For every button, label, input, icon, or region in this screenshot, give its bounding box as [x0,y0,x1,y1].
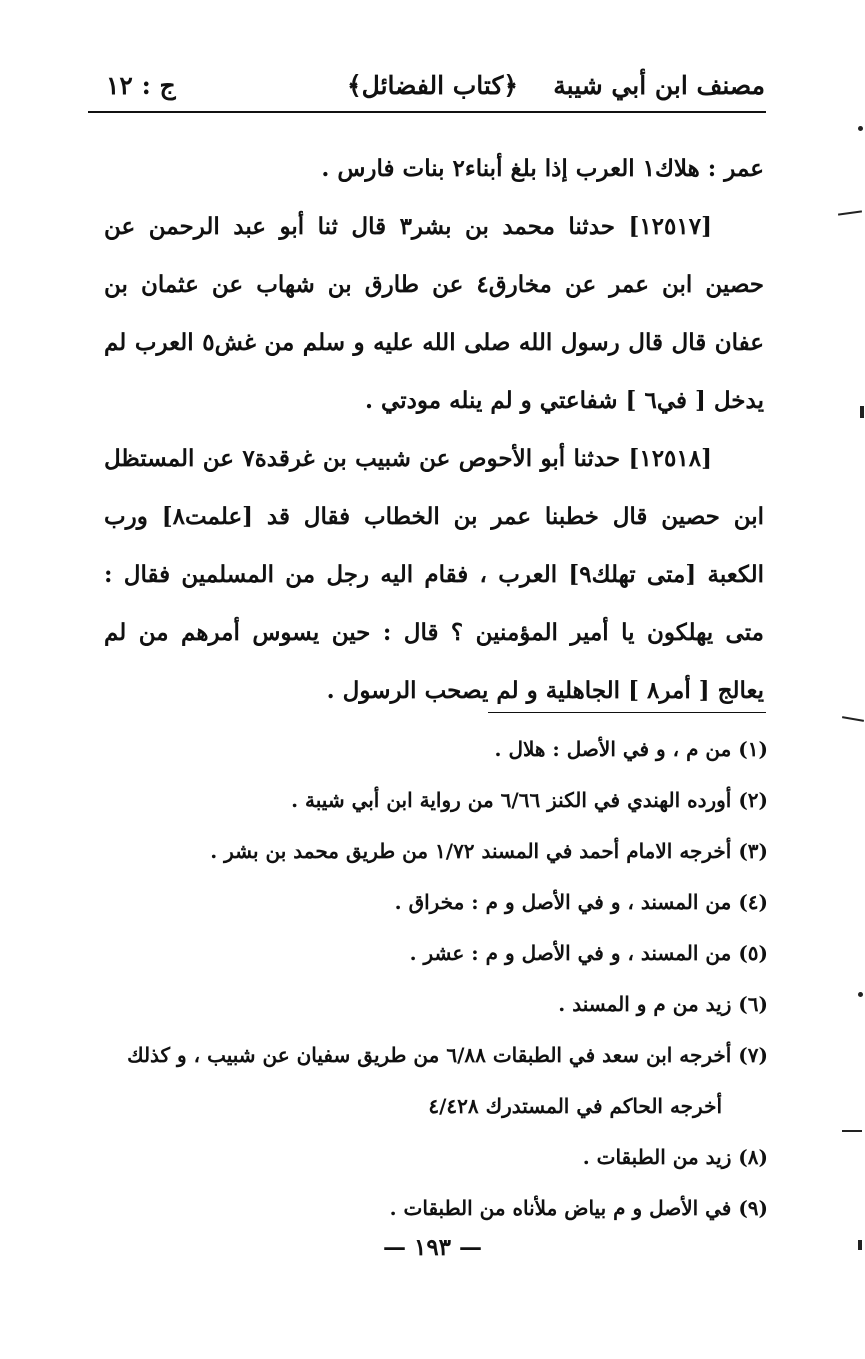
margin-speck [842,1130,862,1132]
footnote-3: (٣) أخرجه الامام أحمد في المسند ١/٧٢ من طريق محمد بن بشر . [210,839,768,863]
margin-speck [858,1240,862,1250]
book-title: مصنف ابن أبي شيبة [553,71,765,100]
margin-speck [838,210,862,215]
footnote-4: (٤) من المسند ، و في الأصل و م : مخراق . [394,890,768,914]
header-rule [88,111,766,113]
footnote-5: (٥) من المسند ، و في الأصل و م : عشر . [409,941,768,965]
running-header [100,66,765,106]
main-text [104,140,764,720]
margin-speck [858,992,863,997]
footnote-7-continuation: أخرجه الحاكم في المستدرك ٤/٤٢٨ [428,1094,722,1118]
footnote-7: (٧) أخرجه ابن سعد في الطبقات ٦/٨٨ من طريق سفيان عن شبيب ، و كذلك [127,1043,768,1067]
footnote-rule [488,712,766,713]
footnote-8: (٨) زيد من الطبقات . [582,1145,768,1169]
hadith-12517: [١٢٥١٧] حدثنا محمد بن بشر٣ قال ثنا أبو عبد الرحمن عن حصين ابن عمر عن مخارق٤ عن طارق بن شهاب عن عثمان بن عفان قال قال رسول الله صلى الله عليه و سلم من غش٥ العرب لم يدخل [ في٦ ] شفاعتي و لم ينله مودتي . [104,213,765,414]
margin-speck [858,126,863,131]
footnotes [100,724,768,1234]
footnote-6: (٦) زيد من م و المسند . [558,992,768,1016]
hadith-12518: [١٢٥١٨] حدثنا أبو الأحوص عن شبيب بن غرقدة٧ عن المستظل ابن حصين قال خطبنا عمر بن الخطاب فقال قد [علمت٨] ورب الكعبة [متى تهلك٩] العرب ، فقام اليه رجل من المسلمين فقال : متى يهلكون يا أمير المؤمنين ؟ قال : حين يسوس أمرهم من لم يعالج [ أمر٨ ] الجاهلية و لم يصحب الرسول . [104,445,764,704]
margin-speck [842,716,864,722]
footnote-1: (١) من م ، و في الأصل : هلال . [494,737,768,761]
footnote-9: (٩) في الأصل و م بياض ملأناه من الطبقات . [389,1196,768,1220]
volume-number: ج : ١٢ [106,71,176,100]
page-number: — ١٩٣ — [382,1234,483,1261]
paragraph-continuation: عمر : هلاك١ العرب إذا بلغ أبناء٢ بنات فارس . [321,155,764,182]
footnote-2: (٢) أورده الهندي في الكنز ٦/٦٦ من رواية ابن أبي شيبة . [291,788,768,812]
margin-speck [860,406,864,418]
chapter-title: ﴿كتاب الفضائل﴾ [347,71,518,100]
